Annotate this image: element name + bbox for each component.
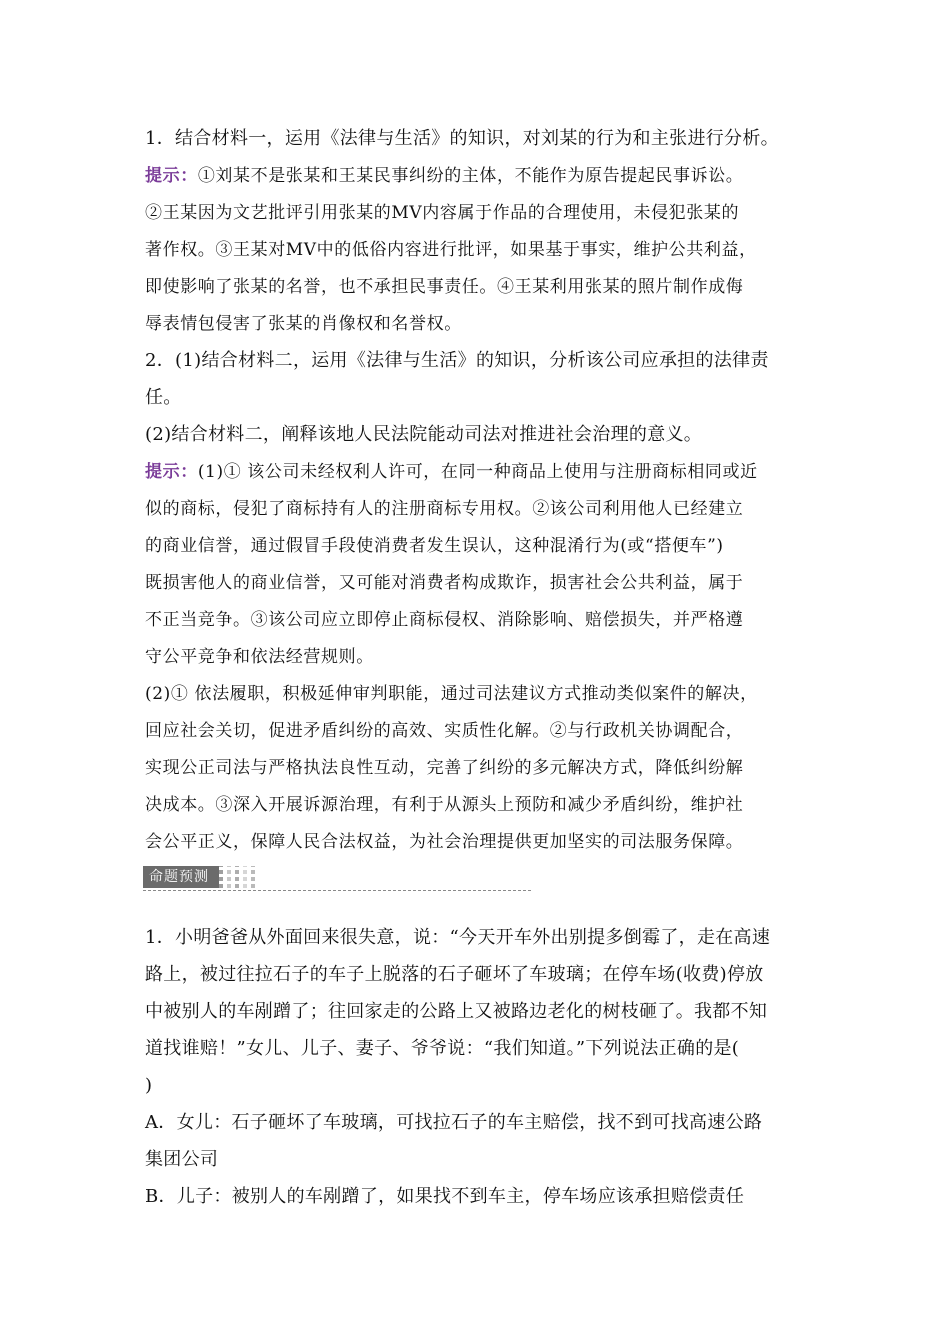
hint-2-line-1 <box>145 459 758 485</box>
question-2-line-1: 2．(1)结合材料二，运用《法律与生活》的知识，分析该公司应承担的法律责 <box>145 350 769 371</box>
hint-label: 提示： <box>145 166 198 186</box>
section-title: 命题预测 <box>143 866 219 888</box>
question-1-line-1: 1．结合材料一，运用《法律与生活》的知识，对刘某的行为和主张进行分析。 <box>145 128 779 149</box>
hint-1-line-4: 即使影响了张某的名誉，也不承担民事责任。④王某利用张某的照片制作成侮 <box>145 277 744 297</box>
option-a-line-1: A．女儿：石子砸坏了车玻璃，可找拉石子的车主赔偿，找不到可找高速公路 <box>145 1112 763 1133</box>
question-2-line-3: (2)结合材料二，阐释该地人民法院能动司法对推进社会治理的意义。 <box>145 424 703 445</box>
hint-1-line-1 <box>145 163 743 189</box>
section-header <box>143 866 257 888</box>
prediction-q1-line-5: ) <box>145 1075 153 1096</box>
hint-2-line-11: 会公平正义，保障人民合法权益，为社会治理提供更加坚实的司法服务保障。 <box>145 832 744 852</box>
hint-2-line-5: 不正当竞争。③该公司应立即停止商标侵权、消除影响、赔偿损失，并严格遵 <box>145 610 744 630</box>
hint-2-line-10: 决成本。③深入开展诉源治理，有利于从源头上预防和减少矛盾纠纷，维护社 <box>145 795 744 815</box>
hint-2-line-4: 既损害他人的商业信誉，又可能对消费者构成欺诈，损害社会公共利益，属于 <box>145 573 744 593</box>
hint-2-line-2: 似的商标，侵犯了商标持有人的注册商标专用权。②该公司利用他人已经建立 <box>145 499 744 519</box>
hint-2-line-6: 守公平竞争和依法经营规则。 <box>145 647 374 667</box>
hint-1-line-5: 辱表情包侵害了张某的肖像权和名誉权。 <box>145 314 462 334</box>
hint-text: (1)① 该公司未经权利人许可，在同一种商品上使用与注册商标相同或近 <box>197 462 758 482</box>
prediction-q1-line-4: 道找谁赔！”女儿、儿子、妻子、爷爷说：“我们知道。”下列说法正确的是( <box>145 1038 740 1059</box>
hint-1-line-2: ②王某因为文艺批评引用张某的MV内容属于作品的合理使用，未侵犯张某的 <box>145 203 740 223</box>
hint-text: ①刘某不是张某和王某民事纠纷的主体，不能作为原告提起民事诉讼。 <box>197 166 744 186</box>
option-b-line-1: B．儿子：被别人的车剐蹭了，如果找不到车主，停车场应该承担赔偿责任 <box>145 1186 745 1207</box>
hint-2-line-8: 回应社会关切，促进矛盾纠纷的高效、实质性化解。②与行政机关协调配合， <box>145 721 744 741</box>
section-decoration-icon <box>219 866 257 888</box>
question-2-line-2: 任。 <box>145 387 182 408</box>
hint-label: 提示： <box>145 462 198 482</box>
hint-1-line-3: 著作权。③王某对MV中的低俗内容进行批评，如果基于事实，维护公共利益， <box>145 240 757 260</box>
hint-2-line-3: 的商业信誉，通过假冒手段使消费者发生误认，这种混淆行为(或“搭便车”) <box>145 536 724 556</box>
section-divider <box>143 890 531 891</box>
hint-2-line-7: (2)① 依法履职，积极延伸审判职能，通过司法建议方式推动类似案件的解决， <box>145 684 758 704</box>
prediction-q1-line-1: 1．小明爸爸从外面回来很失意，说：“今天开车外出别提多倒霉了，走在高速 <box>145 927 771 948</box>
hint-2-line-9: 实现公正司法与严格执法良性互动，完善了纠纷的多元解决方式，降低纠纷解 <box>145 758 744 778</box>
prediction-q1-line-2: 路上，被过往拉石子的车子上脱落的石子砸坏了车玻璃；在停车场(收费)停放 <box>145 964 764 985</box>
option-a-line-2: 集团公司 <box>145 1149 219 1170</box>
prediction-q1-line-3: 中被别人的车剐蹭了；往回家走的公路上又被路边老化的树枝砸了。我都不知 <box>145 1001 768 1022</box>
